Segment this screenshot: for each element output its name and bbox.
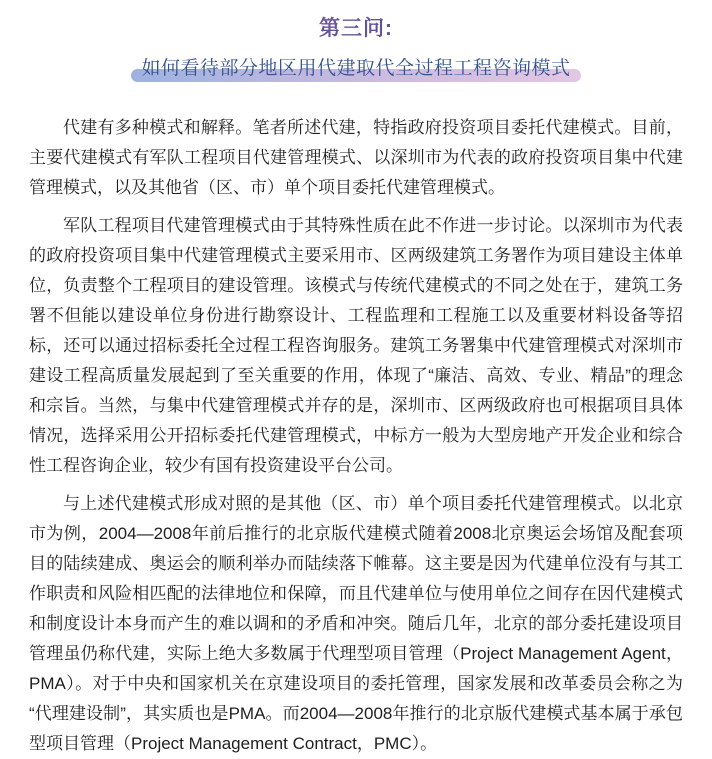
subtitle-text: 如何看待部分地区用代建取代全过程工程咨询模式 xyxy=(141,58,571,79)
paragraph-1: 代建有多种模式和解释。笔者所述代建，特指政府投资项目委托代建模式。目前，主要代建模式有军队工程项目代建管理模式、以深圳市为代表的政府投资项目集中代建管理模式，以及其他省（区、市）单个项目委托代建管理模式。 xyxy=(29,118,683,197)
article-body xyxy=(29,113,683,759)
paragraph-2: 军队工程项目代建管理模式由于其特殊性质在此不作进一步讨论。以深圳市为代表的政府投资项目集中代建管理模式主要采用市、区两级建筑工务署作为项目建设主体单位，负责整个工程项目的建设管理。该模式与传统代建模式的不同之处在于，建筑工务署不但能以建设单位身份进行勘察设计、工程监理和工程施工以及重要材料设备等招标，还可以通过招标委托全过程工程咨询服务。建筑工务署集中代建管理模式对深圳市建设工程高质量发展起到了至关重要的作用，体现了“廉洁、高效、专业、精品”的理念和宗旨。当然，与集中代建管理模式并存的是，深圳市、区两级政府也可根据项目具体情况，选择采用公开招标委托代建管理模式，中标方一般为大型房地产开发企业和综合性工程咨询企业，较少有国有投资建设平台公司。 xyxy=(29,216,683,475)
paragraph-3: 与上述代建模式形成对照的是其他（区、市）单个项目委托代建管理模式。以北京市为例，2004—2008年前后推行的北京版代建模式随着2008北京奥运会场馆及配套项目的陆续建成、奥运会的顺利举办而陆续落下帷幕。这主要是因为代建单位没有与其工作职责和风险相匹配的法律地位和保障，而且代建单位与使用单位之间存在因代建模式和制度设计本身而产生的难以调和的矛盾和冲突。随后几年，北京的部分委托建设项目管理虽仍称代建，实际上绝大多数属于代理型项目管理（Project Management Agent，PMA）。对于中央和国家机关在京建设项目的委托管理，国家发展和改革委员会称之为“代理建设制”，其实质也是PMA。而2004—2008年推行的北京版代建模式基本属于承包型项目管理（Project Management Contract，PMC）。 xyxy=(29,494,683,753)
page-subtitle xyxy=(141,53,570,80)
subtitle-row xyxy=(29,53,683,80)
page-title: 第三问: xyxy=(29,12,683,42)
